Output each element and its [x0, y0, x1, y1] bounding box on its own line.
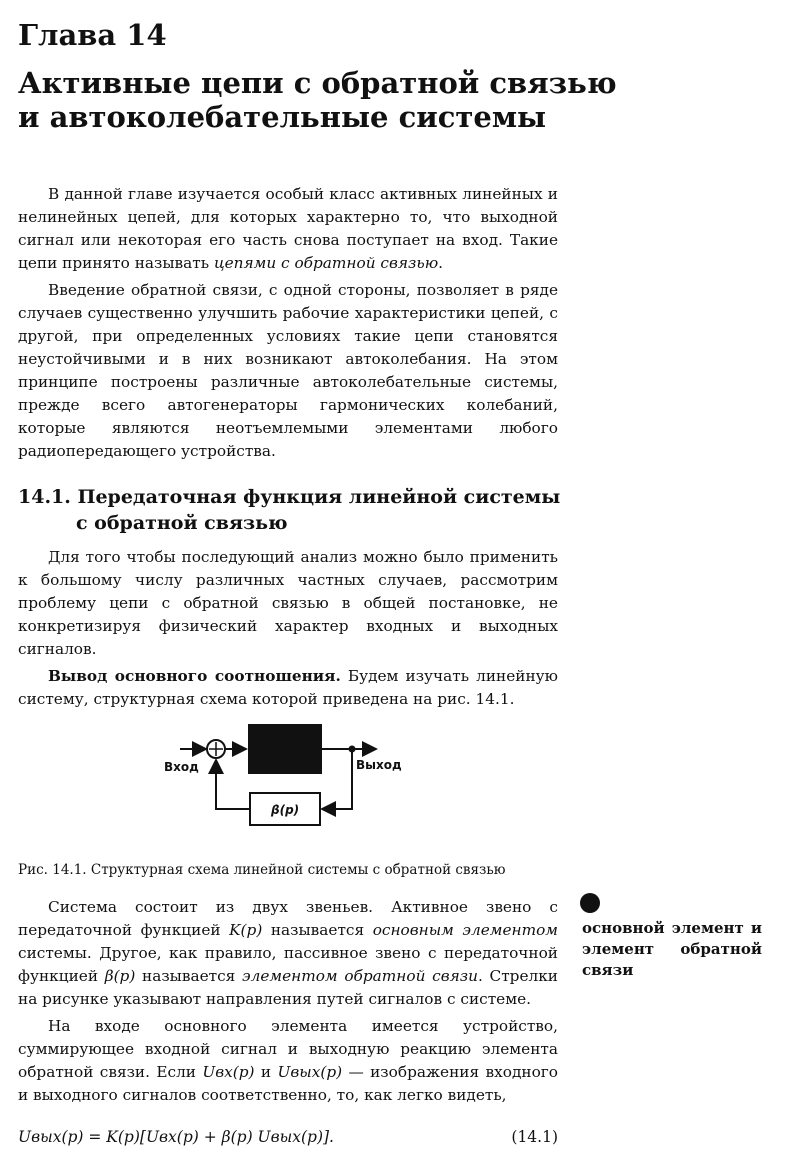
body-paragraph-1	[18, 896, 558, 1011]
feedback-block-diagram	[158, 715, 418, 845]
chapter-title-line1: Активные цепи с обратной связью	[18, 66, 617, 100]
chapter-title-line2: и автоколебательные системы	[18, 100, 547, 134]
run-in-heading: Вывод основного соотношения.	[48, 667, 341, 685]
feedback-label: β(p)	[271, 803, 300, 817]
body-p1-d: называется	[135, 967, 243, 985]
input-label: Вход	[164, 760, 199, 774]
feedback-return-line	[216, 760, 250, 809]
feedback-down-line	[322, 749, 352, 809]
equation-number: (14.1)	[511, 1128, 558, 1146]
diagram-svg	[158, 715, 418, 845]
section-paragraph-2	[18, 665, 558, 711]
body-text	[18, 896, 558, 1107]
body-p1-beta: β(p)	[104, 967, 136, 985]
equation-14-1	[18, 1128, 558, 1146]
main-element-block	[248, 724, 322, 774]
body-p1-em1: основным элементом	[372, 921, 558, 939]
section-p2-rest: Будем изучать линейную систему, структурная схема которой приведена на рис. 14.1.	[18, 667, 558, 708]
body-p1-a: Система состоит из двух звеньев. Активное звено с передаточной функцией	[18, 898, 558, 939]
body-p1-em2: элементом обратной связи	[242, 967, 478, 985]
body-p2-a: На входе основного элемента имеется устройство, суммирующее входной сигнал и выходную реакцию элемента обратной связи. Если	[18, 1017, 558, 1081]
body-p1-b: называется	[262, 921, 373, 939]
intro-p1-emphasis: цепями с обратной связью	[213, 254, 439, 272]
body-p1-k: K(p)	[229, 921, 263, 939]
body-p2-uout: Uвых(p)	[277, 1063, 343, 1081]
equation-formula: Uвых(p) = K(p)[Uвх(p) + β(p) Uвых(p)].	[18, 1128, 334, 1146]
body-p1-c: системы. Другое, как правило, пассивное звено с передаточной функцией	[18, 944, 558, 985]
section-title	[18, 484, 560, 536]
body-p1-e: . Стрелки на рисунке указывают направления путей сигналов с системе.	[18, 967, 558, 1008]
section-title-line1: 14.1. Передаточная функция линейной системы	[18, 486, 561, 508]
intro-paragraph-1	[18, 183, 558, 275]
output-label: Выход	[356, 758, 402, 772]
intro-text	[18, 183, 558, 463]
intro-p1-end: .	[438, 254, 444, 272]
body-p2-b: и	[254, 1063, 278, 1081]
section-title-line2: с обратной связью	[76, 512, 288, 534]
body-paragraph-2	[18, 1015, 558, 1107]
section-text	[18, 546, 558, 711]
intro-paragraph-2: Введение обратной связи, с одной стороны, позволяет в ряде случаев существенно улучшить рабочие характеристики цепей, с другой, при определенных условиях такие цепи становятся неустойчивыми и в них возникают автоколебания. На этом принципе построены различные автоколебательные системы, прежде всего автогенераторы гармонических колебаний, которые являются неотъемлемыми элементами любого радиопередающего устройства.	[18, 281, 558, 460]
figure-caption: Рис. 14.1. Структурная схема линейной системы с обратной связью	[18, 862, 506, 878]
body-p2-c: — изображения входного и выходного сигналов соответственно, то, как легко видеть,	[18, 1063, 559, 1104]
margin-note: основной элемент и элемент обратной связи	[582, 919, 762, 979]
intro-p1-text: В данной главе изучается особый класс активных линейных и нелинейных цепей, для которых характерно то, что выходной сигнал или некоторая его часть снова поступает на вход. Такие цепи принято называть	[18, 185, 558, 272]
section-paragraph-1: Для того чтобы последующий анализ можно было применить к большому числу различных частных случаев, рассмотрим проблему цепи с обратной связью в общей постановке, не конкретизируя физический характер входных и выходных сигналов.	[18, 548, 558, 658]
chapter-label: Глава 14	[18, 18, 167, 52]
margin-bullet-icon	[580, 893, 600, 913]
body-p2-uin: Uвх(p)	[202, 1063, 255, 1081]
chapter-title	[18, 66, 617, 134]
